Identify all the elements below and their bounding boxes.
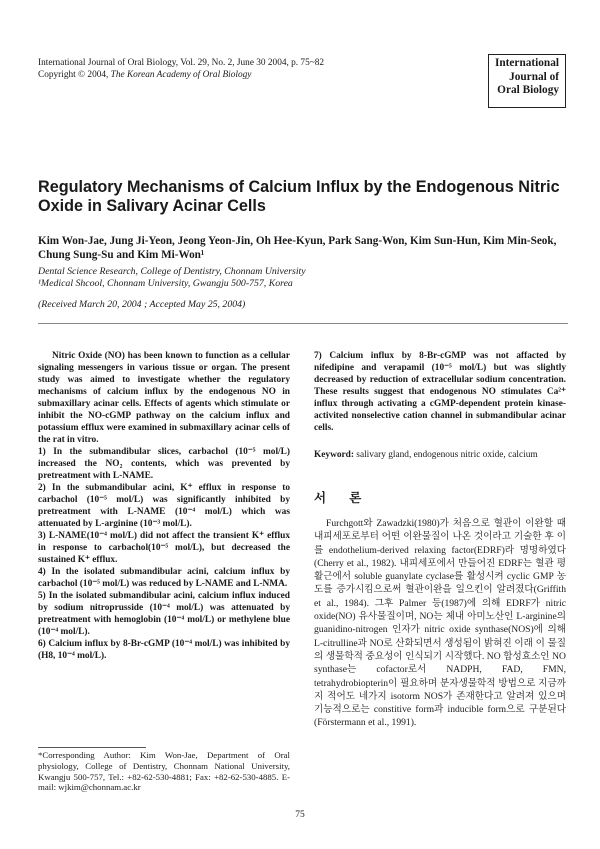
abstract-finding-5: 5) In the isolated submandibular acini, calcium influx induced by sodium nitroprusside (10⁻⁴ mol/L) was attenuated by pretreatment with hemoglobin (10⁻⁴ mol/L) or methylene blue (10⁻⁴ mol/L).	[38, 591, 290, 637]
abstract-finding-3: 3) L-NAME(10⁻⁴ mol/L) did not affect the transient K⁺ efflux in response to carbachol(10⁻⁵ mol/L), but decreased the sustained K⁺ efflux.	[38, 531, 290, 565]
received-dates: (Received March 20, 2004 ; Accepted May 25, 2004)	[38, 299, 246, 310]
article-title: Regulatory Mechanisms of Calcium Influx by the Endogenous Nitric Oxide in Salivary Acinar Cells	[38, 178, 560, 215]
header-divider	[38, 323, 568, 324]
journal-name-box	[488, 54, 566, 108]
introduction-body: Furchgott와 Zawadzki(1980)가 처음으로 혈관이 이완할 때 내피세포로부터 어떤 이완물질이 나온 것이라고 기술한 후 이를 endothelium-derived relaxing factor(EDRF)라 명명하였다(Cherry et al., 1982). 내피세포에서 만들어진 EDRF는 혈관 평활근에서 soluble guanylate cyclase를 활성시켜 cyclic GMP 농도를 증가시킴으로써 혈관이완을 일으킨이 알려졌다(Griffith et al., 1984). 그후 Palmer 등(1987)에 의해 EDRF가 nitric oxide(NO) 유사물질이며, NO는 체내 아미노산인 L-arginine의 guanidino-nitrogen 인자가 nitric oxide synthase(NOS)에 의해 L-citrulline과 NO로 산화되면서 생성됨이 밝혀진 이래 이 물질의 생물학적 중요성이 인식되기 시작했다. NO 합성효소인 NO synthase는 cofactor로서 NADPH, FAD, FMN, tetrahydrobiopterin이 필요하며 분자생물학적 방법으로 지금까지 적어도 네가지 isotorm NOS가 존재한다고 알려져 있으며 기능적으로는 constitive form과 inducible form으로 구분된다(Förstermann et al., 1991).	[314, 518, 566, 729]
abstract-finding-6: 6) Calcium influx by 8-Br-cGMP (10⁻⁴ mol/L) was inhibited by (H8, 10⁻⁴ mol/L).	[38, 639, 290, 661]
abstract-paragraph: Nitric Oxide (NO) has been known to function as a cellular signaling messengers in various tissue or organ. The present study was aimed to investigate whether the regulatory mechanisms of calcium influx by the endogenous NO in submaxillary acinar cells. Effects of agents which stimulate or inhibit the NO-cGMP pathway on the calcium influx and potassium efflux were examined in submaxillary acinar cells of the rat in vitro.	[38, 351, 290, 445]
copyright-prefix: Copyright © 2004,	[38, 70, 111, 80]
author-list: Kim Won-Jae, Jung Ji-Yeon, Jeong Yeon-Jin, Oh Hee-Kyun, Park Sang-Won, Kim Sun-Hun, Kim Min-Seok, Chung Sung-Su and Kim Mi-Won¹	[38, 235, 557, 261]
journal-box-line-3: Oral Biology	[497, 84, 559, 96]
journal-citation: International Journal of Oral Biology, Vol. 29, No. 2, June 30 2004, p. 75~82	[38, 58, 325, 68]
journal-box-line-2: Journal of	[509, 70, 559, 83]
abstract-finding-1: 1) In the submandibular slices, carbachol (10⁻⁵ mol/L) increased the NO₂ contents, which was prevented by pretreatment with L-NAME.	[38, 447, 290, 481]
abstract-left-column	[38, 350, 290, 662]
copyright-holder: The Korean Academy of Oral Biology	[110, 70, 252, 80]
affiliation-1: Dental Science Research, College of Dentistry, Chonnam University	[38, 266, 306, 277]
keywords	[314, 449, 566, 461]
keywords-text: salivary gland, endogenous nitric oxide, calcium	[353, 450, 538, 460]
journal-box-line-1: International	[494, 57, 559, 69]
corresponding-author-footnote: *Corresponding Author: Kim Won-Jae, Department of Oral physiology, College of Dentistry, Chonnam National University, Kwangju 500-757, Tel.: +82-62-530-4881; Fax: +82-62-530-4885. E-mail: wjkim@chonnam.ac.kr	[38, 750, 290, 793]
abstract-finding-4: 4) In the isolated submandibular acini, calcium influx by carbachol (10⁻⁵ mol/L) was reduced by L-NAME and L-NMA.	[38, 567, 290, 589]
abstract-finding-7: 7) Calcium influx by 8-Br-cGMP was not affacted by nifedipine and verapamil (10⁻⁵ mol/L) but was slightly decreased by reduction of extracellular sodium concentration. These results suggest that endogenous NO stimulates Ca²⁺ influx through activating a cGMP-dependent protein kinase-activited nonselective cation channel in submandibular acinar cells.	[314, 351, 566, 433]
copyright-line	[38, 69, 438, 81]
affiliation-2: ¹Medical Shcool, Chonnam University, Gwangju 500-757, Korea	[38, 278, 293, 289]
abstract-finding-2: 2) In the submandibular acini, K⁺ efflux in response to carbachol (10⁻⁵ mol/L) was significantly inhibited by pretreatment with L-NAME (10⁻⁴ mol/L) which was attenuated by L-arginine (10⁻³ mol/L).	[38, 483, 290, 529]
page-number: 75	[295, 810, 305, 820]
section-heading: 서 론	[314, 491, 372, 505]
abstract-right-column	[314, 350, 566, 434]
keywords-label: Keyword:	[314, 450, 354, 460]
footnote-divider	[38, 747, 146, 748]
